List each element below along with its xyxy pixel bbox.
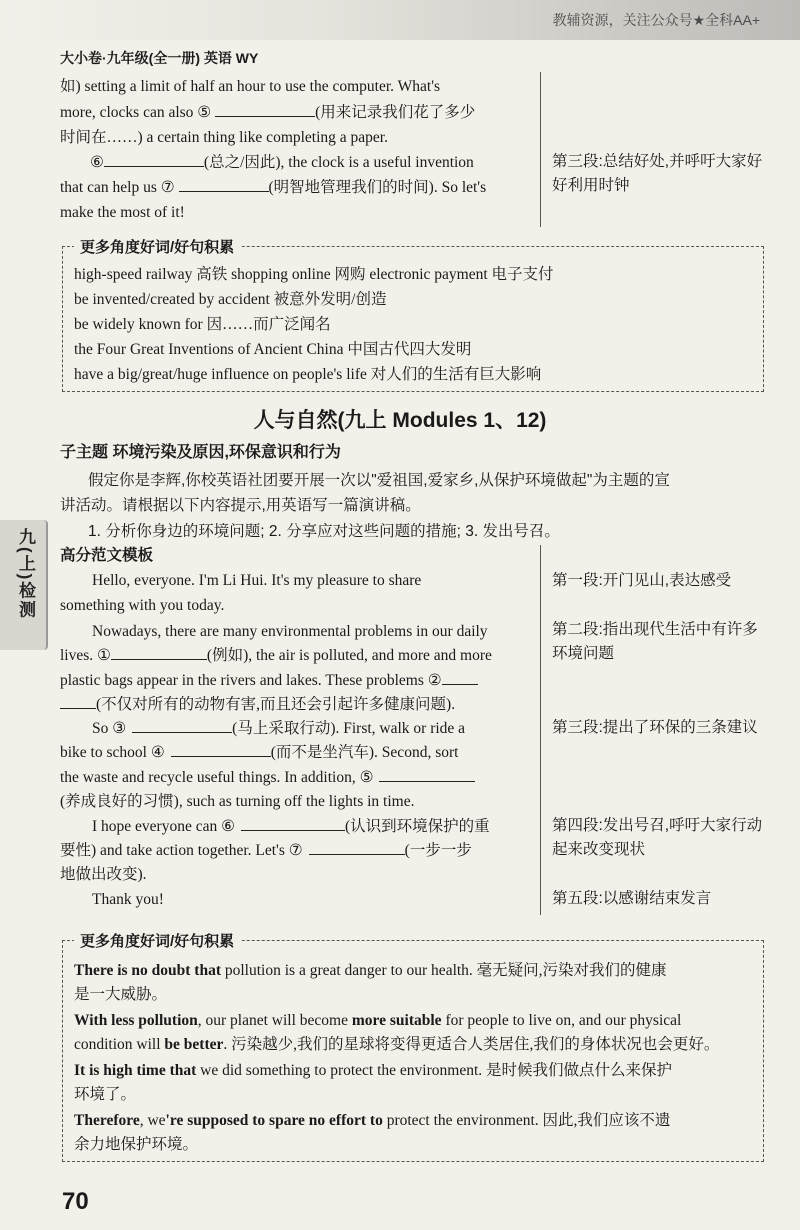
essay-line: (养成良好的习惯), such as turning off the lights in time. (60, 793, 415, 810)
phrase-line: 是一大威胁。 (74, 986, 168, 1003)
essay-line: ⑥ (总之/因此), the clock is a useful invention (90, 150, 474, 175)
essay-line: lives. ① (例如), the air is polluted, and more and more (60, 643, 492, 668)
side-note: 第三段:提出了环保的三条建议 (552, 719, 758, 736)
essay-line: bike to school ④ (而不是坐汽车). Second, sort (60, 740, 458, 765)
essay-line: that can help us ⑦ (明智地管理我们的时间). So let's (60, 175, 486, 200)
template-title: 高分范文模板 (60, 547, 154, 564)
phrase-line: be invented/created by accident 被意外发明/创造 (74, 291, 387, 308)
divider (540, 72, 541, 227)
subtopic: 子主题 环境污染及原因,环保意识和行为 (60, 444, 341, 461)
essay-line: something with you today. (60, 597, 225, 614)
essay-line: plastic bags appear in the rivers and lakes. These problems ② (60, 668, 478, 693)
top-bar (0, 0, 800, 40)
essay-line: Hello, everyone. I'm Li Hui. It's my pleasure to share (92, 572, 422, 589)
section-title: 人与自然(九上 Modules 1、12) (253, 409, 547, 432)
essay-line: Nowadays, there are many environmental problems in our daily (92, 623, 488, 640)
phrase-line: It is high time that we did something to protect the environment. 是时候我们做点什么来保护 (74, 1062, 672, 1079)
divider (540, 545, 541, 915)
essay-line: 地做出改变). (60, 866, 147, 883)
side-note: 第三段:总结好处,并呼吁大家好好利用时钟 (552, 153, 763, 194)
brand-text: 教辅资源，关注公众号★全科AA+ (552, 12, 760, 28)
phrase-line: With less pollution, our planet will become more suitable for people to live on, and our physical (74, 1012, 682, 1029)
side-note: 第四段:发出号召,呼吁大家行动起来改变现状 (552, 817, 763, 858)
essay-line: 如) setting a limit of half an hour to use the computer. What's (60, 78, 441, 95)
phrase-line: 环境了。 (74, 1086, 137, 1103)
side-tab: 九(上)检测 (0, 520, 48, 650)
side-note: 第二段:指出现代生活中有许多环境问题 (552, 621, 758, 662)
essay-line: 要性) and take action together. Let's ⑦ (一步一步 (60, 838, 472, 863)
essay-line: more, clocks can also ⑤ (用来记录我们花了多少 (60, 100, 475, 125)
prompt-line: 1. 分析你身边的环境问题; 2. 分享应对这些问题的措施; 3. 发出号召。 (88, 523, 560, 540)
side-note: 第五段:以感谢结束发言 (552, 890, 712, 907)
phrase-line: 余力地保护环境。 (74, 1136, 199, 1153)
phrase-line: condition will be better. 污染越少,我们的星球将变得更适合人类居住,我们的身体状况也会更好。 (74, 1036, 720, 1053)
essay-line: 时间在……) a certain thing like completing a paper. (60, 129, 388, 146)
phrase-line: have a big/great/huge influence on people's life 对人们的生活有巨大影响 (74, 366, 542, 383)
essay-line: make the most of it! (60, 204, 185, 221)
essay-line: Thank you! (92, 891, 164, 908)
prompt-line: 讲活动。请根据以下内容提示,用英语写一篇演讲稿。 (60, 497, 421, 514)
box-title: 更多角度好词/好句积累 (74, 930, 240, 951)
phrase-line: Therefore, we're supposed to spare no effort to protect the environment. 因此,我们应该不遗 (74, 1112, 671, 1129)
phrase-line: the Four Great Inventions of Ancient China 中国古代四大发明 (74, 341, 472, 358)
side-note: 第一段:开门见山,表达感受 (552, 572, 732, 589)
essay-line: So ③ (马上采取行动). First, walk or ride a (92, 716, 465, 741)
essay-line: (不仅对所有的动物有害,而且还会引起许多健康问题). (60, 692, 455, 717)
box-title: 更多角度好词/好句积累 (74, 236, 240, 257)
prompt-line: 假定你是李辉,你校英语社团要开展一次以"爱祖国,爱家乡,从保护环境做起"为主题的宣 (88, 472, 670, 489)
essay-line: the waste and recycle useful things. In addition, ⑤ (60, 765, 475, 790)
page-number: 70 (62, 1188, 89, 1215)
page-header: 大小卷·九年级(全一册) 英语 WY (60, 50, 259, 66)
phrase-line: high-speed railway 高铁 shopping online 网购 electronic payment 电子支付 (74, 266, 554, 283)
phrase-line: There is no doubt that pollution is a great danger to our health. 毫无疑问,污染对我们的健康 (74, 962, 667, 979)
phrase-line: be widely known for 因……而广泛闻名 (74, 316, 331, 333)
essay-line: I hope everyone can ⑥ (认识到环境保护的重 (92, 814, 490, 839)
